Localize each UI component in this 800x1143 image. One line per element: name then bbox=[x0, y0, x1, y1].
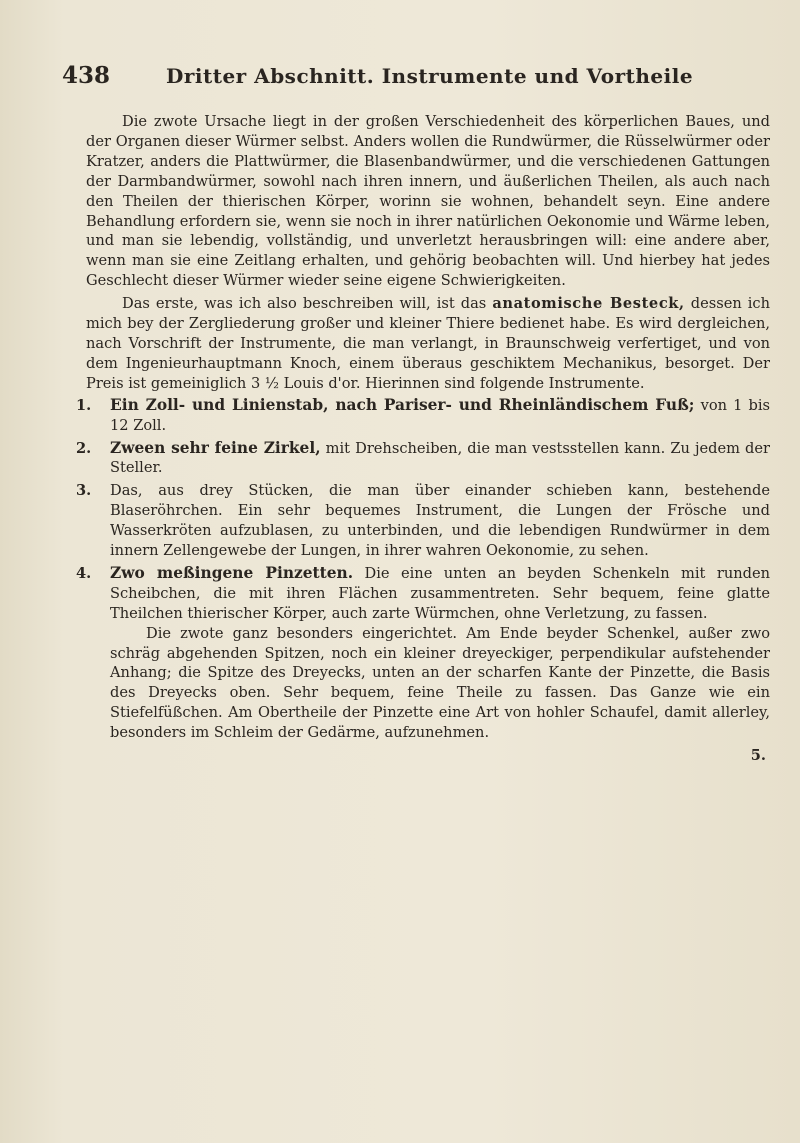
item-number: 2. bbox=[76, 439, 92, 457]
list-item bbox=[76, 563, 771, 743]
paragraph-text: Das erste, was ich also beschreiben will, ist das bbox=[122, 295, 487, 313]
item-text: Die eine unten an beyden Schenkeln mit runden Scheibchen, die mit ihren Flächen zusammentreten. Sehr bequem, feine glatte Theilchen thierischer Körper, auch zarte Würmchen, ohne Verletzung, zu fassen. bbox=[110, 564, 771, 622]
list-item bbox=[76, 395, 770, 436]
item-text: Das, aus drey Stücken, die man über einander schieben kann, bestehende Blaseröhrchen. Ein sehr bequemes Instrument, die Lungen der Frösche und Wasserkröten aufzublasen, zu unterbinden, und die lebendigen Rundwürmer in dem innern Zellengewebe der Lungen, in ihrer wahren Oekonomie, zu sehen. bbox=[110, 482, 770, 560]
list-item bbox=[76, 481, 770, 561]
paragraph-text: dessen ich mich bey der Zergliederung großer und kleiner Thiere bedienet habe. Es wird dergleichen, nach Vorschrift der Instrumente, die man verlangt, in Braunschweig verfertiget, und von dem Ingenieurhauptmann Knoch, einem überaus geschiktem Mechanikus, besorget. Der Preis ist gemeiniglich 3 ½ Louis d'or. Hierinnen sind folgende Instrumente. bbox=[86, 295, 770, 392]
item-number: 3. bbox=[76, 482, 92, 500]
emphasis-term: anatomische Besteck, bbox=[492, 295, 685, 313]
item-title: Ein Zoll- und Linienstab, nach Pariser- und Rheinländischem Fuß; bbox=[110, 395, 695, 414]
item-text: mit Drehscheiben, die man vestsstellen kann. Zu jedem der Steller. bbox=[110, 439, 771, 477]
item-title: Zween sehr feine Zirkel, bbox=[110, 438, 321, 457]
body-text bbox=[76, 112, 771, 766]
item-title: Zwo meßingene Pinzetten. bbox=[110, 563, 354, 582]
item-number: 4. bbox=[76, 564, 92, 582]
item-number: 1. bbox=[76, 396, 92, 414]
paragraph bbox=[86, 294, 770, 394]
page-header bbox=[62, 62, 762, 98]
page-number: 438 bbox=[62, 62, 111, 89]
item-text: von 1 bis 12 Zoll. bbox=[110, 396, 770, 434]
item-paragraph: Die zwote ganz besonders eingerichtet. Am Ende beyder Schenkel, außer zwo schräg abgehenden Spitzen, noch ein kleiner dreyeckiger, perpendikular aufstehender Anhang; die Spitze des Dreyecks, unten an der scharfen Kante der Pinzette, die Basis des Dreyecks oben. Sehr bequem, feine Theile zu fassen. Das Ganze wie ein Stiefelfüßchen. Am Obertheile der Pinzette eine Art von hohler Schaufel, damit allerley, besonders im Schleim der Gedärme, aufzunehmen. bbox=[110, 624, 770, 742]
catchword: 5. bbox=[750, 747, 766, 765]
instrument-list bbox=[76, 395, 771, 743]
list-item bbox=[76, 438, 771, 479]
running-head: Dritter Abschnitt. Instrumente und Vortheile bbox=[166, 64, 694, 88]
paragraph: Die zwote Ursache liegt in der großen Verschiedenheit des körperlichen Baues, und der Organen dieser Würmer selbst. Anders wollen die Rundwürmer, die Rüsselwürmer oder Kratzer, anders die Plattwürmer, die Blasenbandwürmer, und die verschiedenen Gattungen der Darmbandwürmer, sowohl nach ihren innern, und äußerlichen Theilen, als auch nach den Theilen der thierischen Körper, worinn sie wohnen, behandelt seyn. Eine andere Behandlung erfordern sie, wenn sie noch in ihrer natürlichen Oekonomie und Wärme leben, und man sie lebendig, vollständig, und unverletzt herausbringen will: eine andere aber, wenn man sie eine Zeitlang erhalten, und gehörig beobachten will. Und hierbey hat jedes Geschlecht dieser Würmer wieder seine eigene Schwierigkeiten. bbox=[86, 113, 770, 290]
